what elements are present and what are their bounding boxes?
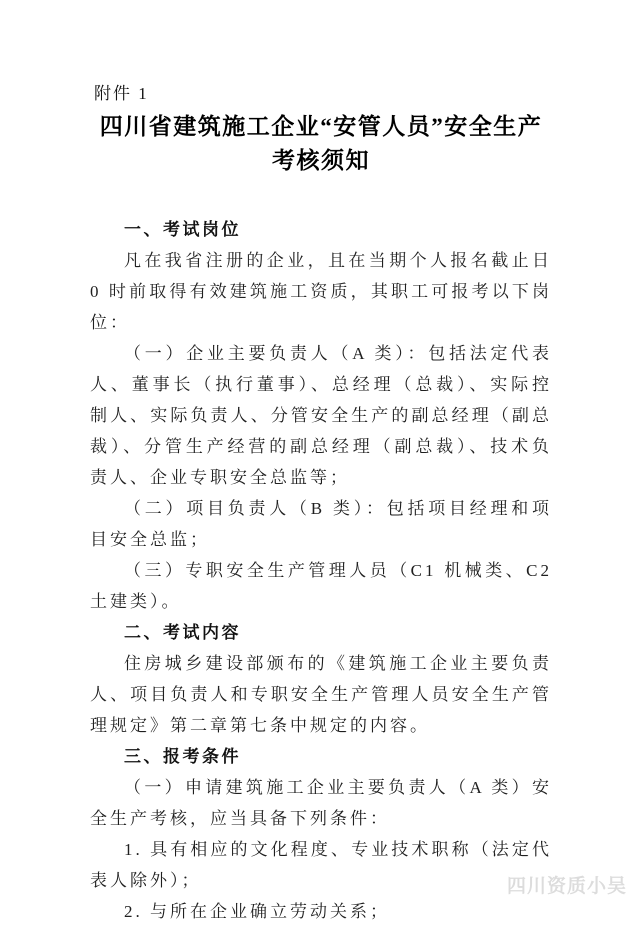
- paragraph: （一）企业主要负责人（A 类）：包括法定代表人、董事长（执行董事）、总经理（总裁）、实际控制人、实际负责人、分管安全生产的副总经理（副总裁）、分管生产经营的副总经理（副总裁）、技术负责人、企业专职安全总监等；: [90, 344, 552, 487]
- section-heading: 三、报考条件: [124, 747, 241, 766]
- watermark-text: 四川资质小吴: [506, 876, 627, 897]
- document-sections: [90, 214, 552, 927]
- document-title: [90, 110, 552, 178]
- title-line-1: 四川省建筑施工企业“安管人员”安全生产: [99, 114, 543, 139]
- paragraph: 凡在我省注册的企业，且在当期个人报名截止日 0 时前取得有效建筑施工资质，其职工可报考以下岗位：: [90, 251, 552, 332]
- paragraph: （一）申请建筑施工企业主要负责人（A 类）安全生产考核，应当具备下列条件：: [90, 778, 552, 828]
- paragraph: （三）专职安全生产管理人员（C1 机械类、C2 土建类）。: [90, 561, 552, 611]
- paragraph: （二）项目负责人（B 类）：包括项目经理和项目安全总监；: [90, 499, 552, 549]
- attachment-label: 附件 1: [94, 84, 149, 103]
- document-content: [90, 84, 552, 927]
- paragraph: 1. 具有相应的文化程度、专业技术职称（法定代表人除外）；: [90, 840, 552, 890]
- paragraph: 2. 与所在企业确立劳动关系；: [124, 902, 390, 921]
- section-heading: 二、考试内容: [124, 623, 241, 642]
- title-line-2: 考核须知: [272, 148, 370, 173]
- section-heading: 一、考试岗位: [124, 220, 241, 239]
- paragraph: 住房城乡建设部颁布的《建筑施工企业主要负责人、项目负责人和专职安全生产管理人员安全生产管理规定》第二章第七条中规定的内容。: [90, 654, 552, 735]
